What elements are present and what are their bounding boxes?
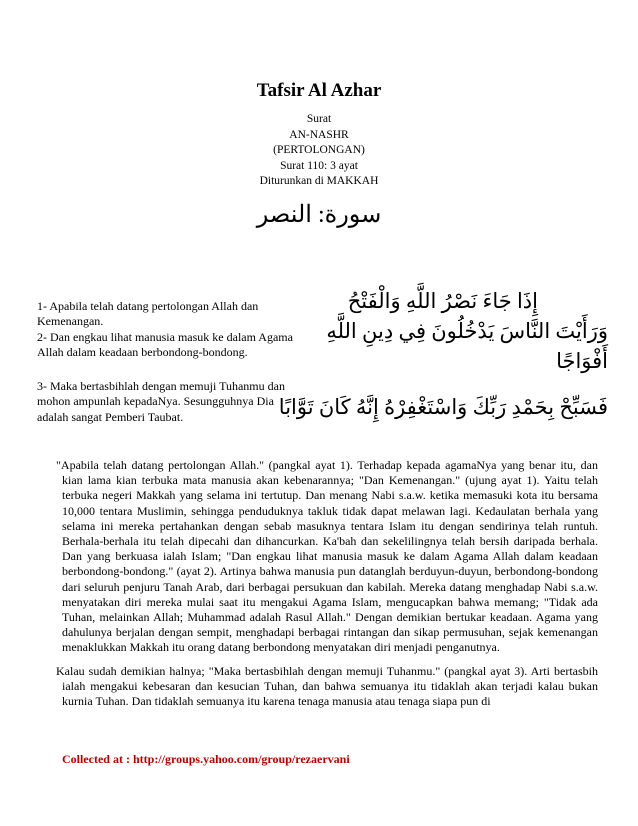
arabic-verse-1: إِذَا جَاءَ نَصْرُ اللَّهِ وَالْفَتْحُ — [347, 289, 538, 313]
body-paragraph: Kalau sudah demikian halnya; "Maka bertasbihlah dengan memuji Tuhanmu." (pangkal ayat 3). Arti bertasbih ialah mengakui kebesaran dan kesucian Tuhan, dan bahwa semuanya itu tidaklah akan terjadi kalau bukan kurnia Tuhan. Dan tidaklah semuanya itu karena tenaga manusia atau tenaga siapa pun di — [56, 663, 598, 709]
surah-meaning: (PERTOLONGAN) — [273, 144, 365, 156]
source-footer: Collected at : http://groups.yahoo.com/group/rezaervani — [62, 752, 350, 766]
surah-label: Surat — [306, 113, 332, 125]
arabic-verse-2-continued: أَفْوَاجًا — [556, 349, 608, 373]
surah-arabic-heading: سورة: النصر — [256, 202, 382, 228]
surah-name: AN-NASHR — [289, 128, 349, 141]
surah-verse-count: Surat 110: 3 ayat — [280, 159, 358, 172]
tafsir-body — [56, 458, 598, 717]
translation-verse-3: 3- Maka bertasbihlah dengan memuji Tuhanmu dan mohon ampunlah kepadaNya. Sesungguhnya Dia adalah sangat Pemberi Taubat. — [37, 379, 285, 424]
surah-revelation-place: Diturunkan di MAKKAH — [259, 175, 379, 187]
body-paragraph: "Apabila telah datang pertolongan Allah." (pangkal ayat 1). Terhadap kepada agamaNya yang benar itu, dan kian lama kian terbuka mata manusia akan kebenarannya; "Dan Kemenangan." (ujung ayat 1). Yaitu telah terbuka negeri Makkah yang selama ini tertutup. Dan menang Nabi s.a.w. ketika memasuki kota itu bersama 10,000 tentara Muslimin, sehingga penduduknya takluk tidak dapat melawan lagi. Kedaulatan berhala yang selama ini mereka pertahankan dengan sebab masuknya tentara Islam itu dengan sendirinya telah runtuh. Berhala-berhala itu telah dipecahi dan dihancurkan. Ka'bah dan sekelilingnya telah bersih daripada berhala. Dan yang berkuasa ialah Islam; "Dan engkau lihat manusia masuk ke dalam Agama Allah dalam keadaan berbondong-bondong." (ayat 2). Artinya bahwa manusia pun datanglah berduyun-duyun, berbondong-bondong dari seluruh penjuru Tanah Arab, dari berbagai persukuan dan kabilah. Mereka datang menghadap Nabi s.a.w. menyatakan diri mereka mulai saat itu mengakui Agama Islam, mengucapkan bahwa memang; "Tidak ada Tuhan, melainkan Allah; Muhammad adalah Rasul Allah." Dengan demikian bertukar keadaan. Agama yang dahulunya berjalan dengan sempit, menghadapi berbagai rintangan dan sikap permusuhan, sejak kemenangan menaklukkan Makkah itu orang datang berbondong menyatakan diri menjadi penganutnya. — [56, 458, 598, 655]
arabic-verse-2: وَرَأَيْتَ النَّاسَ يَدْخُلُونَ فِي دِينِ اللَّهِ — [326, 319, 608, 343]
document-title: Tafsir Al Azhar — [256, 80, 382, 101]
translation-verses-1-2: 1- Apabila telah datang pertolongan Allah dan Kemenangan. 2- Dan engkau lihat manusia masuk ke dalam Agama Allah dalam keadaan berbondong-bondong. — [37, 299, 293, 359]
surah-info — [0, 112, 638, 190]
arabic-verses — [278, 286, 608, 422]
arabic-verse-3: فَسَبِّحْ بِحَمْدِ رَبِّكَ وَاسْتَغْفِرْهُ إِنَّهُ كَانَ تَوَّابًا — [278, 395, 608, 419]
